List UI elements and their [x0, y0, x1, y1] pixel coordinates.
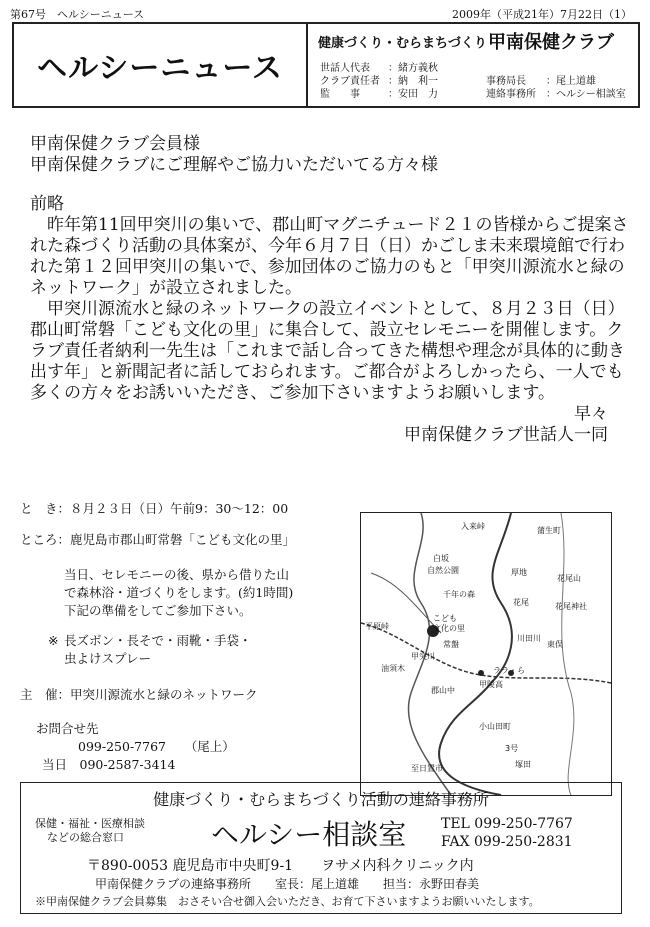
office-box: [20, 782, 622, 914]
newsletter-title: ヘルシーニュース: [14, 24, 308, 106]
map-label: 小山田町: [479, 722, 511, 731]
map-drawing: [361, 513, 611, 795]
staff-list-right: 事務局長 ：尾上道雄 連絡事務所 ：ヘルシー相談室: [486, 76, 626, 100]
map-label: 入来峠: [461, 522, 485, 531]
office-address: 〒890-0053 鹿児島市中央町9-1 ヲサメ内科クリニック内: [87, 858, 474, 874]
masthead: [12, 22, 640, 108]
map-label: ララ・ら: [493, 666, 525, 675]
map-label: 至日置市: [411, 764, 443, 773]
map-label: 郡山中: [431, 686, 455, 695]
letter: [30, 134, 630, 446]
letter-body-2: 甲突川源流水と緑のネットワークの設立イベントとして、８月２３日（日）郡山町常磐「こども文化の里」に集合して、設立セレモニーを開催します。クラブ責任者納利一先生は「これまで話し合ってきた構想や理念が具体的に動き出す年」と新聞記者に話しておられます。ご都合がよろしかったら、一人でも多くの方々をお誘いいただき、ご参加下さいますようお願いします。: [30, 299, 625, 403]
club-name: 甲南保健クラブ: [488, 32, 614, 53]
office-staff: 甲南保健クラブの連絡事務所 室長：尾上道雄 担当：永野田春美: [95, 877, 480, 891]
issue-date: 2009年（平成21年）7月22日（1）: [452, 8, 632, 21]
office-title: 健康づくり・むらまちづくり活動の連絡事務所: [153, 790, 489, 809]
contact-info: お問合せ先 099-250-7767 （尾上） 当日 090-2587-3414: [36, 721, 235, 772]
map-label: 平原峠: [365, 622, 389, 631]
closing: 早々: [574, 404, 608, 424]
map-label: 塚田: [515, 760, 531, 769]
map-label: 甲突川: [411, 652, 435, 661]
map-label: 川田川: [517, 634, 541, 643]
staff-list-left: 世話人代表 ：緒方義秋 クラブ責任者 ：納 利一 監 事 ：安田 力: [320, 63, 438, 100]
event-description: 当日、セレモニーの後、県から借りた山 で森林浴・道づくりをします。(約1時間) 下記の準備をしてご参加下さい。: [64, 567, 294, 618]
map-label: 白坂: [433, 554, 449, 563]
masthead-info: [310, 24, 638, 106]
issue-label: 第67号 ヘルシーニュース: [10, 8, 145, 21]
map-label: 甲陵高: [479, 680, 503, 689]
event-place: ところ：鹿児島市郡山町常磐「こども文化の里」: [20, 532, 296, 547]
signature: 甲南保健クラブ世話人一同: [404, 425, 608, 445]
map-label: 千年の森: [443, 590, 475, 599]
map-label: 自然公園: [427, 566, 459, 575]
map-label: 東俣: [547, 640, 563, 649]
letter-body-1: 昨年第11回甲突川の集いで、郡山町マグニチュード２１の皆様からご提案された森づくり活動の具体案が、今年６月７日（日）かごしま未来環境館で行われた第１２回甲突川の集いで、参加団体のご協力のもと「甲突川源流水と緑のネットワーク」が設立されました。: [30, 215, 629, 298]
greeting: 前略: [30, 194, 64, 214]
slogan: 健康づくり・むらまちづくり: [318, 36, 487, 51]
map-label: 花尾山: [557, 574, 581, 583]
map-label: 花尾: [513, 598, 529, 607]
addressee-1: 甲南保健クラブ会員様: [30, 134, 200, 154]
preparation-note: ※ 長ズボン・長そで・雨靴・手袋・ 虫よけスプレー: [48, 633, 252, 666]
member-recruit: ※甲南保健クラブ会員募集 おさそい合せ御入会いただき、お育て下さいますようお願いいたします。: [35, 895, 540, 908]
office-name: ヘルシー相談室: [211, 818, 407, 851]
map-label: 花尾神社: [555, 602, 587, 611]
route-map: [360, 512, 612, 796]
map-label: 厚地: [511, 568, 527, 577]
office-services: 保健・福祉・医療相談 などの総合窓口: [35, 817, 145, 844]
map-label: 油須木: [381, 664, 405, 673]
addressee-2: 甲南保健クラブにご理解やご協力いただいてる方々様: [30, 155, 438, 175]
map-label: 常盤: [443, 640, 459, 649]
map-label: 文化の里: [433, 624, 465, 633]
map-label: 蒲生町: [537, 526, 561, 535]
map-label: 3号: [505, 744, 519, 753]
event-host: 主 催：甲突川源流水と緑のネットワーク: [20, 687, 258, 702]
office-phone: TEL 099-250-7767 FAX 099-250-2831: [441, 816, 573, 850]
map-label: こども: [433, 614, 457, 623]
event-time: と き：８月２３日（日）午前9：30～12：00: [20, 501, 289, 516]
